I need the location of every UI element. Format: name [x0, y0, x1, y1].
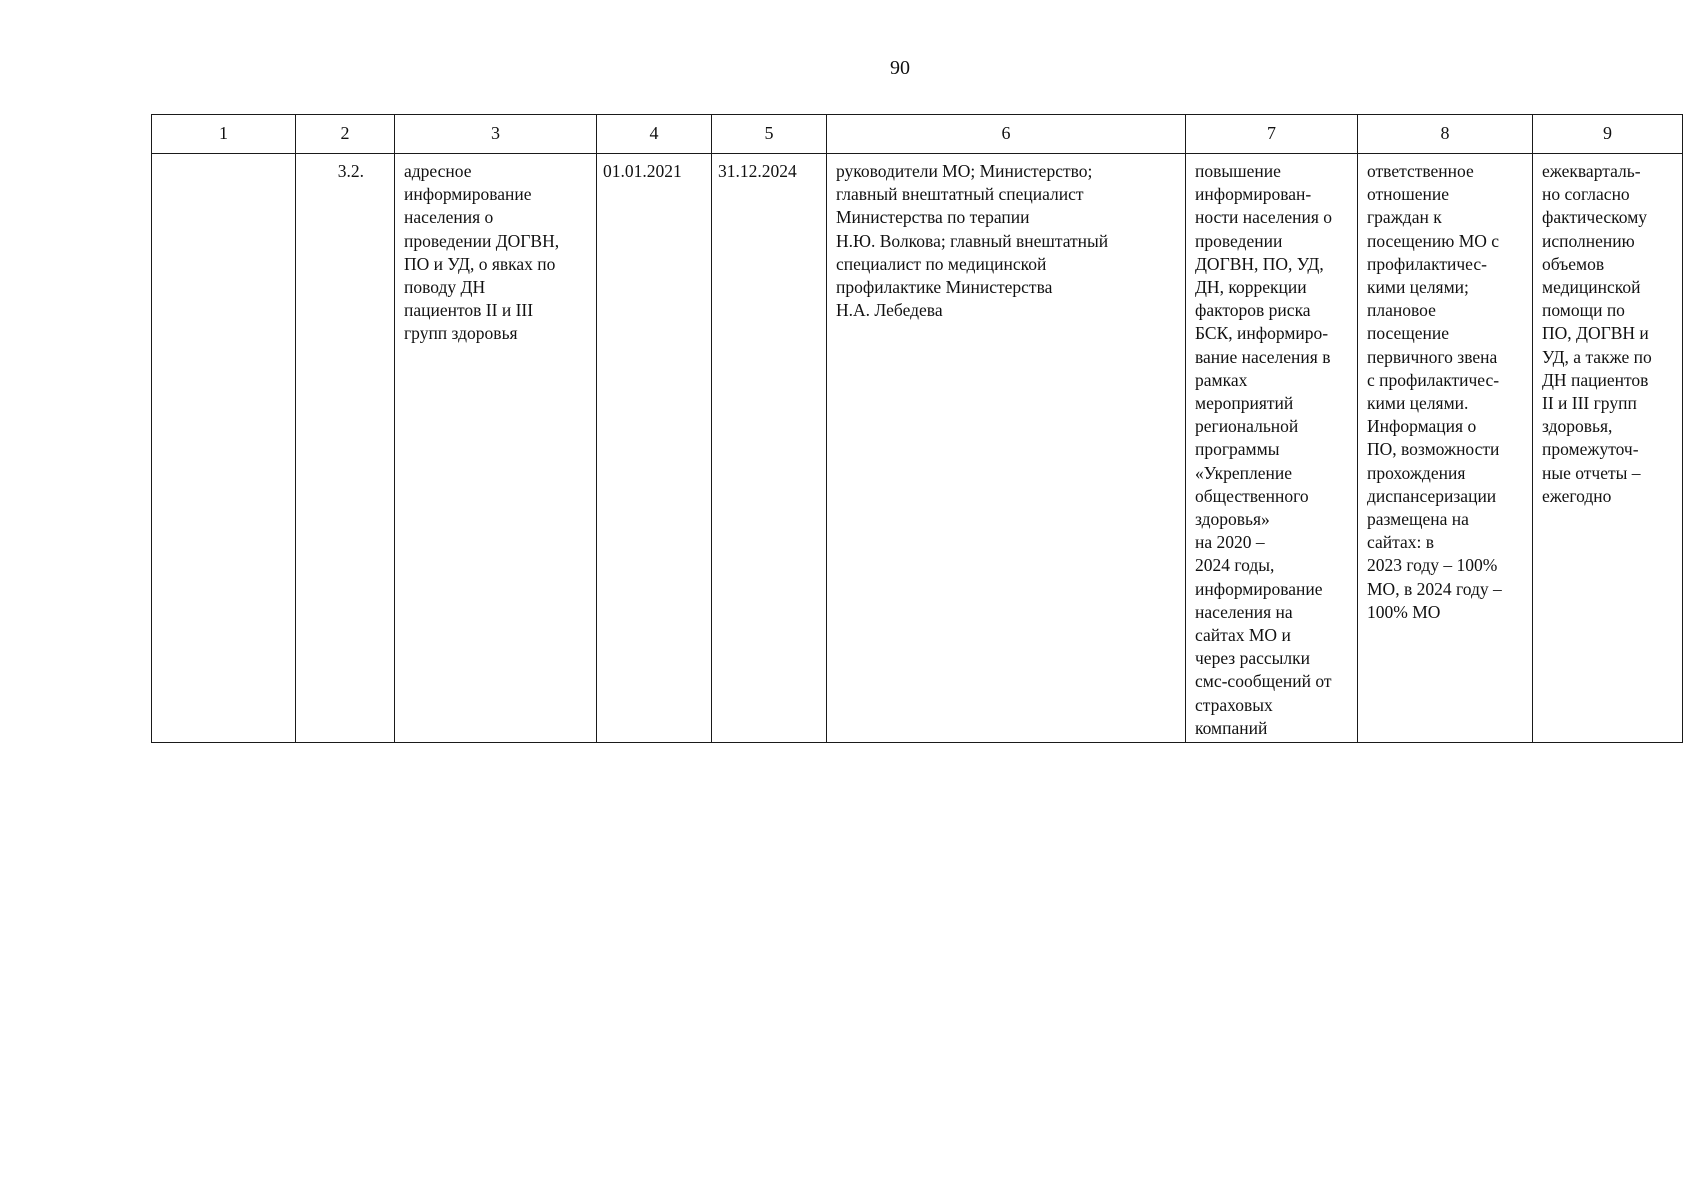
table-row: [152, 154, 1683, 743]
column-header: 7: [1186, 115, 1358, 154]
cell-characteristic: повышение информирован- ности населения о проведении ДОГВН, ПО, УД, ДН, коррекции факторов риска БСК, информиро- вание населения в рамках мероприятий региональной программы «Укрепление общественного здоровья» на 2020 – 2024 годы, информирование населения на сайтах МО и через рассылки смс-сообщений от страховых компаний: [1186, 154, 1358, 743]
cell-control: ежекварталь- но согласно фактическому исполнению объемов медицинской помощи по ПО, ДОГВН и УД, а также по ДН пациентов II и III групп здоровья, промежуточ- ные отчеты – ежегодно: [1533, 154, 1683, 743]
cell-responsible: руководители МО; Министерство; главный внештатный специалист Министерства по терапии Н.Ю. Волкова; главный внештатный специалист по медицинской профилактике Министерства Н.А. Лебедева: [827, 154, 1186, 743]
column-header: 9: [1533, 115, 1683, 154]
column-header: 4: [597, 115, 712, 154]
cell-end-date: 31.12.2024: [712, 154, 827, 743]
cell-start-date: 01.01.2021: [597, 154, 712, 743]
measures-table: [151, 114, 1683, 743]
column-header: 2: [296, 115, 395, 154]
cell-col1: [152, 154, 296, 743]
column-header: 5: [712, 115, 827, 154]
column-header: 8: [1358, 115, 1533, 154]
cell-result: ответственное отношение граждан к посещению МО с профилактичес- кими целями; плановое посещение первичного звена с профилактичес- кими целями. Информация о ПО, возможности прохождения диспансеризации размещена на сайтах: в 2023 году – 100% МО, в 2024 году – 100% МО: [1358, 154, 1533, 743]
cell-item-number: 3.2.: [296, 154, 395, 743]
column-header: 1: [152, 115, 296, 154]
column-header: 6: [827, 115, 1186, 154]
column-header: 3: [395, 115, 597, 154]
table-header-row: [152, 115, 1683, 154]
cell-measure-name: адресное информирование населения о проведении ДОГВН, ПО и УД, о явках по поводу ДН пациентов II и III групп здоровья: [395, 154, 597, 743]
page-number: 90: [890, 57, 910, 79]
